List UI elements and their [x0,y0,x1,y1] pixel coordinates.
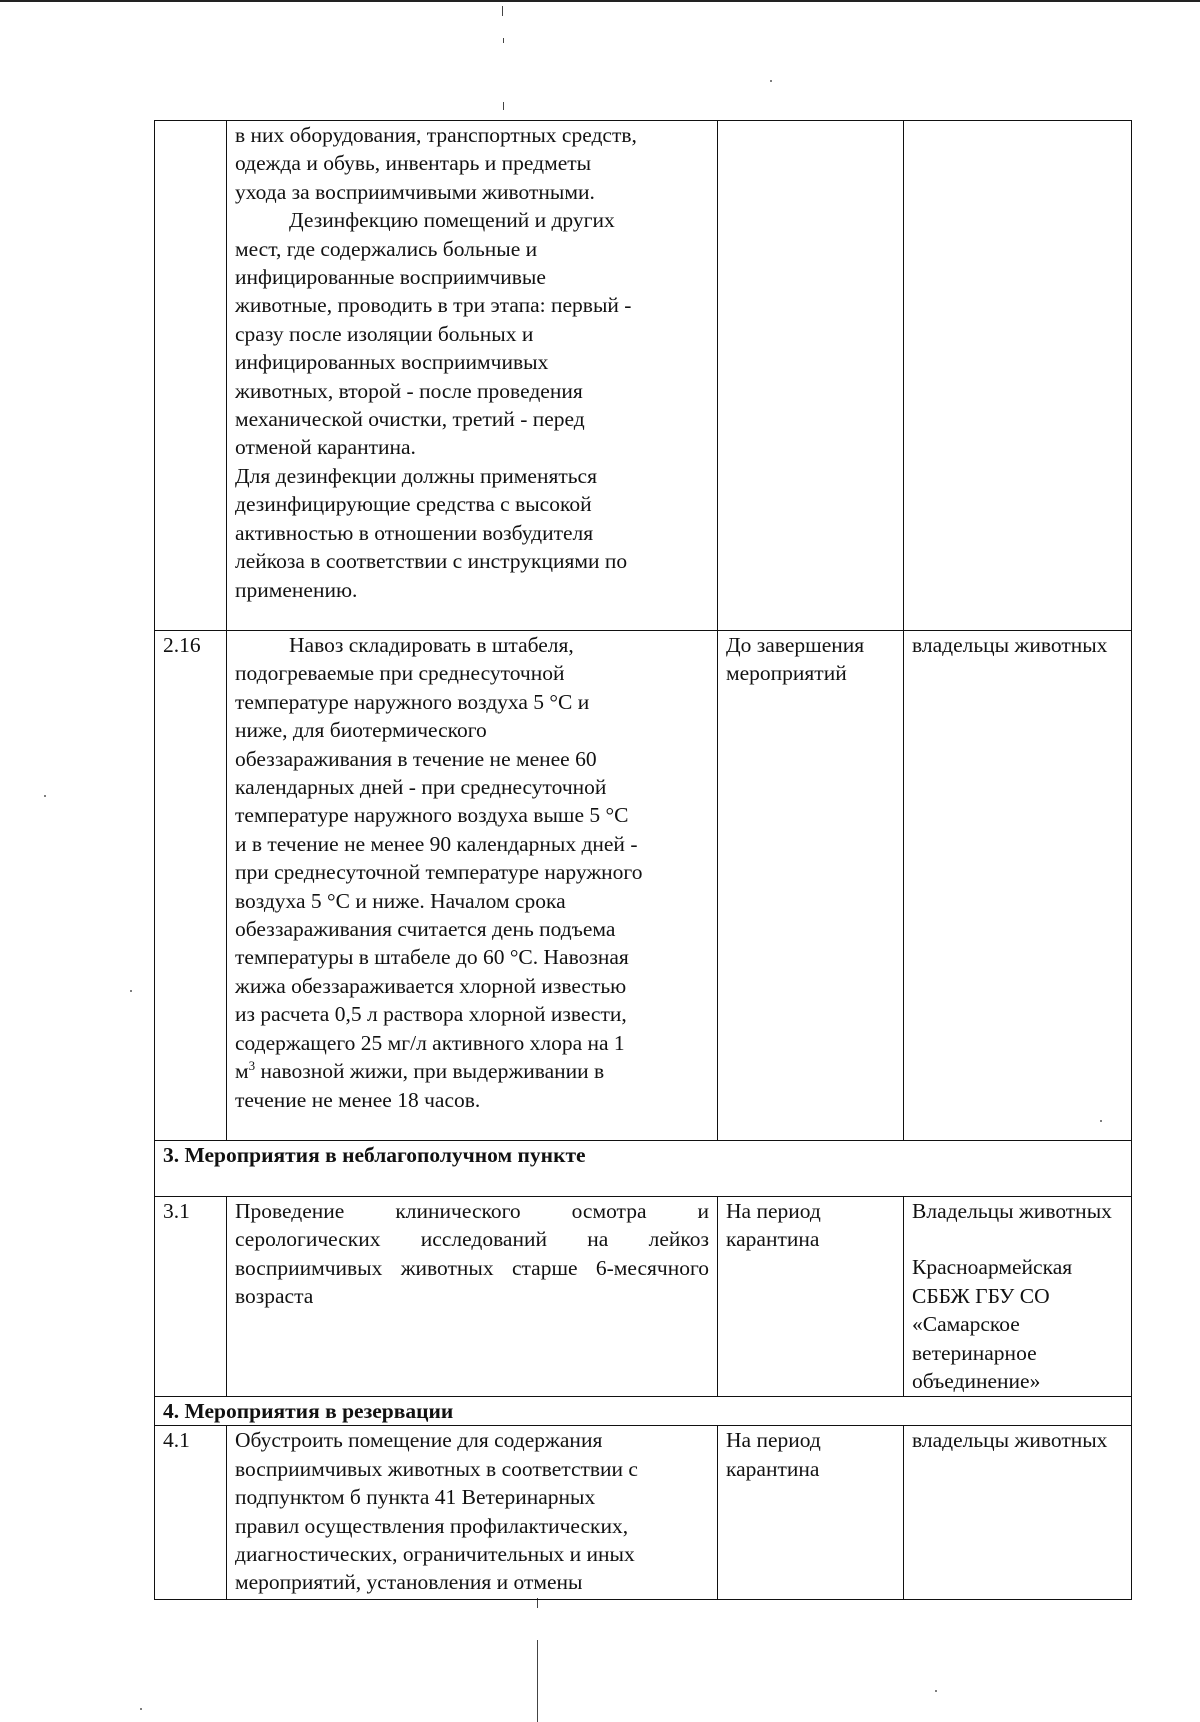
text-line: мероприятий, установления и отмены [235,1570,583,1595]
text-line: при среднесуточной температуре наружного [235,860,643,885]
row-number: 3.1 [155,1197,227,1397]
fold-mark [537,1640,538,1722]
responsible-line: Красноармейская [912,1255,1073,1280]
text-line: восприимчивых животных в соответствии с [235,1456,638,1481]
text-line: температуры в штабеле до 60 °С. Навозная [235,945,629,970]
responsible-line: ветеринарное [912,1340,1037,1365]
text-line: инфицированные восприимчивые [235,265,546,290]
text-line: одежда и обувь, инвентарь и предметы [235,151,592,176]
term-line: карантина [726,1227,820,1252]
text-line: инфицированных восприимчивых [235,350,549,375]
speck [935,1690,937,1692]
text-line [235,1057,709,1085]
term-cell [718,631,904,1141]
speck [44,795,46,797]
scan-top-edge [0,0,1200,2]
text-line: лейкоза в соответствии с инструкциями по [235,549,628,574]
text-line: Для дезинфекции должны применяться [235,463,597,488]
speck [770,80,772,82]
text-line: дезинфицирующие средства с высокой [235,492,592,517]
responsible-line: объединение» [912,1369,1041,1394]
text-line: температуре наружного воздуха 5 °С и [235,689,590,714]
section-heading: 4. Мероприятия в резервации [155,1397,1132,1426]
responsible-line: Владельцы животных [912,1199,1112,1223]
text-line: механической очистки, третий - перед [235,407,585,432]
text-line: животных, второй - после проведения [235,378,583,403]
responsible-cell [904,121,1132,631]
term-cell [718,1197,904,1397]
text-line: содержащего 25 мг/л активного хлора на 1 [235,1030,625,1055]
text-line: течение не менее 18 часов. [235,1087,481,1112]
text-line: календарных дней - при среднесуточной [235,775,607,800]
term-line: На период [726,1428,821,1453]
term-line: На период [726,1199,821,1223]
fold-mark [503,38,504,43]
measure-text [227,631,718,1141]
text-line: Обустроить помещение для содержания [235,1428,603,1453]
unit-m: м [235,1059,249,1084]
text-line: воздуха 5 °С и ниже. Началом срока [235,888,566,913]
text-line: обеззараживания считается день подъема [235,917,616,942]
row-number: 4.1 [155,1426,227,1600]
text-line: жижа обеззараживается хлорной известью [235,973,627,998]
responsible-line: «Самарское [912,1312,1020,1337]
measures-table [154,120,1132,1600]
responsible-spacer [912,1225,1123,1253]
text-line: Дезинфекцию помещений и других [289,208,615,233]
measure-text [227,121,718,631]
text-line: температуре наружного воздуха выше 5 °С [235,803,629,828]
section-row [155,1141,1132,1197]
text-line: из расчета 0,5 л раствора хлорной извести, [235,1002,627,1027]
text-line: Навоз складировать в штабеля, [289,633,574,657]
term-cell [718,121,904,631]
term-cell [718,1426,904,1600]
text-line: ниже, для биотермического [235,718,487,743]
section-heading: 3. Мероприятия в неблагополучном пункте [155,1141,1132,1197]
measure-text: Проведение клинического осмотра и серологических исследований на лейкоз восприимчивых животных старше 6-месячного возраста [227,1197,718,1397]
text-fragment: навозной жижи, при выдерживании в [255,1059,605,1084]
fold-mark [503,102,504,110]
table-row [155,121,1132,631]
text-line: правил осуществления профилактических, [235,1513,629,1538]
term-line: До завершения [726,633,865,657]
term-line: мероприятий [726,661,847,686]
text-line: сразу после изоляции больных и [235,321,534,346]
section-row [155,1397,1132,1426]
responsible-cell: владельцы животных [904,631,1132,1141]
table-row [155,1426,1132,1600]
text-line: отменой карантина. [235,435,416,460]
text-line: применению. [235,577,358,602]
table-row [155,631,1132,1141]
text-line: мест, где содержались больные и [235,236,538,261]
text-line: ухода за восприимчивыми животными. [235,179,595,204]
text-line: обеззараживания в течение не менее 60 [235,746,597,771]
row-number [155,121,227,631]
text-line: подогреваемые при среднесуточной [235,661,565,686]
text-line: и в течение не менее 90 календарных дней - [235,831,638,856]
text-line: животные, проводить в три этапа: первый - [235,293,632,318]
measure-text [227,1426,718,1600]
unit-exponent: 3 [248,1057,256,1073]
table-row [155,1197,1132,1397]
responsible-cell [904,1197,1132,1397]
row-number: 2.16 [155,631,227,1141]
speck [140,1708,142,1710]
fold-mark [502,6,503,16]
text-line: в них оборудования, транспортных средств, [235,123,637,147]
responsible-line: СББЖ ГБУ СО [912,1283,1050,1308]
term-line: карантина [726,1456,820,1481]
speck [130,990,132,992]
text-line: подпунктом б пункта 41 Ветеринарных [235,1485,596,1510]
text-line: активностью в отношении возбудителя [235,520,594,545]
responsible-cell: владельцы животных [904,1426,1132,1600]
text-line: диагностических, ограничительных и иных [235,1542,635,1567]
